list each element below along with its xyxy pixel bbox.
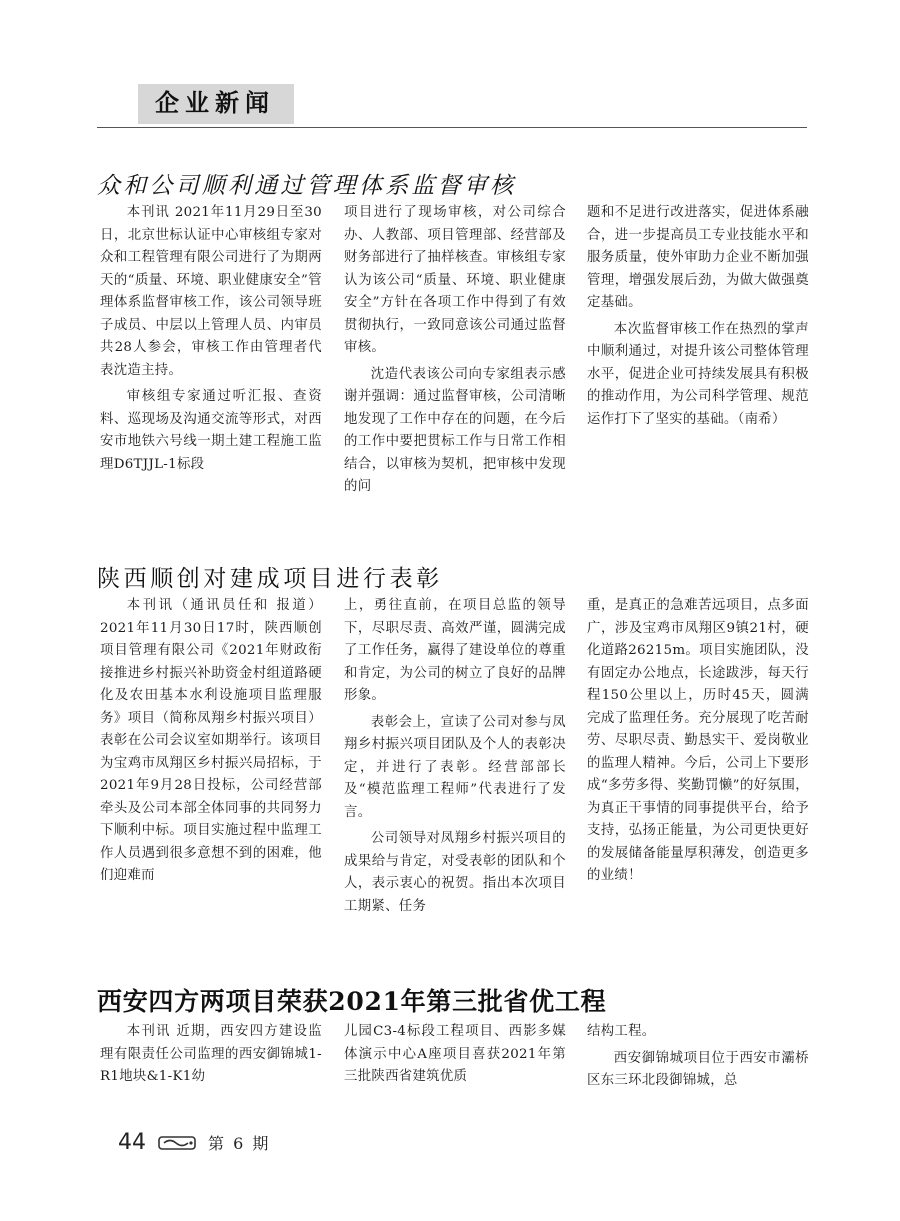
paragraph: 西安御锦城项目位于西安市灞桥区东三环北段御锦城，总 (587, 1050, 809, 1088)
paragraph: 本次监督审核工作在热烈的掌声中顺利通过，对提升该公司整体管理水平，促进企业可持续发展具有积极的推动作用，为公司科学管理、规范运作打下了坚实的基础。（南希） (587, 321, 809, 427)
article-2-column-1 (100, 595, 322, 892)
publication-logo-icon (158, 1135, 196, 1151)
paragraph: 表彰会上，宣读了公司对参与凤翔乡村振兴项目团队及个人的表彰决定，并进行了表彰。经营部部长及“模范监理工程师”代表进行了发言。 (344, 714, 566, 820)
article-title-1: 众和公司顺利通过管理体系监督审核 (97, 173, 517, 199)
article-1-column-1 (100, 202, 322, 480)
paragraph: 本刊讯 2021年11月29日至30日，北京世标认证中心审核组专家对众和工程管理有限公司进行了为期两天的“质量、环境、职业健康安全”管理体系监督审核工作，该公司领导班子成员、中层以上管理人员、内审员共28人参会，审核工作由管理者代表沈造主持。 (100, 205, 322, 378)
paragraph: 沈造代表该公司向专家组表示感谢并强调：通过监督审核，公司清晰地发现了工作中存在的问题，在今后的工作中要把贯标工作与日常工作相结合，以审核为契机，把审核中发现的问 (344, 366, 566, 494)
paragraph: 儿园C3-4标段工程项目、西影多媒体演示中心A座项目喜获2021年第三批陕西省建筑优质 (344, 1024, 566, 1084)
paragraph: 结构工程。 (587, 1024, 656, 1039)
article-title-2: 陕西顺创对建成项目进行表彰 (97, 566, 443, 592)
paragraph: 重，是真正的急难苦远项目，点多面广，涉及宝鸡市凤翔区9镇21村，硬化道路26215m。项目实施团队，没有固定办公地点，长途跋涉，每天行程150公里以上，历时45天，圆满完成了监理任务。充分展现了吃苦耐劳、尽职尽责、勤恳实干、爱岗敬业的监理人精神。今后，公司上下要形成“多劳多得、奖勤罚懒”的好氛围，为真正干事情的同事提供平台，给予支持，弘扬正能量，为公司更快更好的发展储备能量厚积薄发，创造更多的业绩！ (587, 598, 809, 883)
article-3-column-3 (587, 1021, 809, 1097)
article-3-column-2 (344, 1021, 566, 1093)
page-footer (118, 1130, 270, 1155)
paragraph: 公司领导对凤翔乡村振兴项目的成果给与肯定，对受表彰的团队和个人，表示衷心的祝贺。指出本次项目工期紧、任务 (344, 831, 566, 914)
article-3-column-1 (100, 1021, 322, 1093)
article-1-column-3 (587, 202, 809, 435)
paragraph: 本刊讯 近期，西安四方建设监理有限责任公司监理的西安御锦城1-R1地块&1-K1幼 (100, 1024, 322, 1084)
paragraph: 审核组专家通过听汇报、查资料、巡现场及沟通交流等形式，对西安市地铁六号线一期土建工程施工监理D6TJJL-1标段 (100, 389, 322, 472)
paragraph: 项目进行了现场审核，对公司综合办、人教部、项目管理部、经营部及财务部进行了抽样核查。审核组专家认为该公司“质量、环境、职业健康安全”方针在各项工作中得到了有效贯彻执行，一致同意该公司通过监督审核。 (344, 205, 566, 355)
paragraph: 上，勇往直前，在项目总监的领导下，尽职尽责、高效严谨，圆满完成了工作任务，赢得了建设单位的尊重和肯定，为公司的树立了良好的品牌形象。 (344, 598, 566, 703)
page-number: 44 (118, 1130, 146, 1155)
issue-number: 第 6 期 (208, 1134, 271, 1153)
header-rule (97, 127, 807, 128)
article-title-3: 西安四方两项目荣获2021年第三批省优工程 (97, 987, 607, 1016)
article-1-column-2 (344, 202, 566, 503)
article-2-column-3 (587, 595, 809, 892)
section-header: 企业新闻 (155, 89, 275, 117)
paragraph: 题和不足进行改进落实，促进体系融合，进一步提高员工专业技能水平和服务质量，使外审助力企业不断加强管理，增强发展后劲，为做大做强奠定基础。 (587, 205, 809, 310)
paragraph: 本刊讯（通讯员任和 报道）2021年11月30日17时，陕西顺创项目管理有限公司《2021年财政衔接推进乡村振兴补助资金村组道路硬化及农田基本水利设施项目监理服务》项目（简称凤翔乡村振兴项目）表彰在公司会议室如期举行。该项目为宝鸡市凤翔区乡村振兴局招标，于2021年9月28日投标，公司经营部牵头及公司本部全体同事的共同努力下顺利中标。项目实施过程中监理工作人员遇到很多意想不到的困难，他们迎难而 (100, 598, 322, 883)
article-2-column-2 (344, 595, 566, 922)
